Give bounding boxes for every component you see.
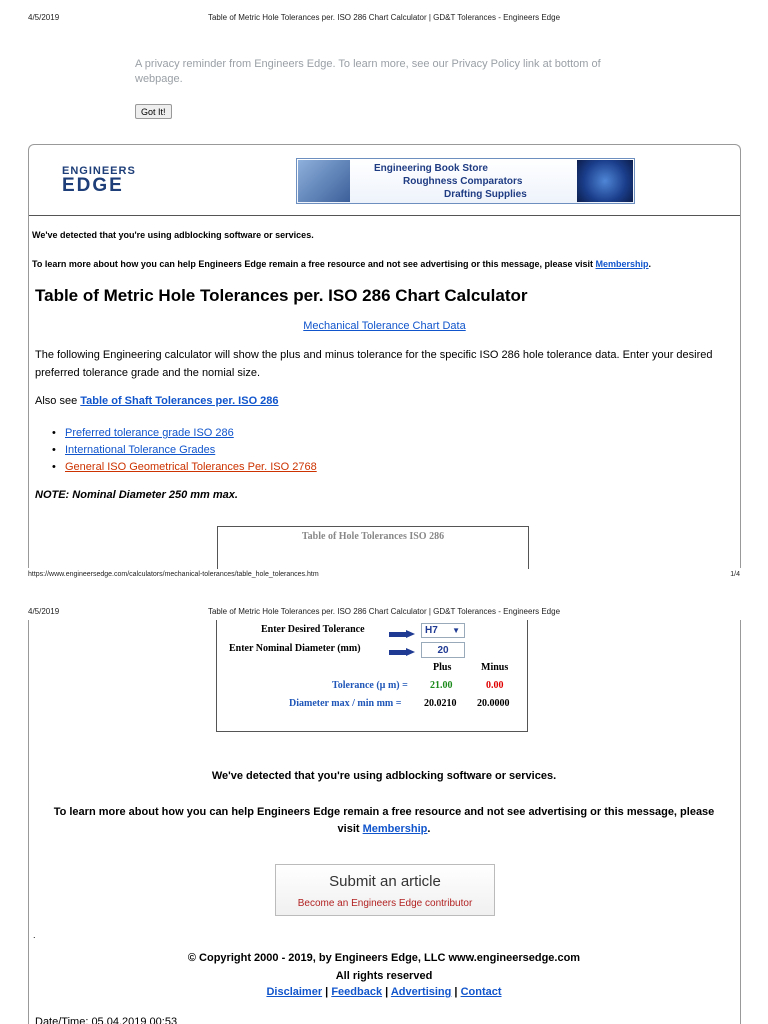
adblock-detected-text: We've detected that you're using adblocking software or services. [32, 230, 314, 240]
period: . [648, 259, 652, 269]
globe-image-icon [577, 160, 633, 202]
datetime-text: Date/Time: 05.04.2019 00:53 [35, 1016, 178, 1024]
calculator-box [216, 620, 528, 732]
mechanical-tolerance-chart-link[interactable]: Mechanical Tolerance Chart Data [303, 320, 466, 332]
preferred-tolerance-link[interactable]: Preferred tolerance grade ISO 286 [65, 427, 234, 439]
contact-link[interactable]: Contact [460, 986, 502, 998]
disclaimer-link[interactable]: Disclaimer [266, 986, 323, 998]
print-url: https://www.engineersedge.com/calculators/mechanical-tolerances/table_hole_tolerances.htm [28, 571, 319, 578]
period: . [427, 823, 431, 835]
page-title: Table of Metric Hole Tolerances per. ISO 286 Chart Calculator [35, 286, 528, 305]
submit-article-subtitle: Become an Engineers Edge contributor [297, 898, 473, 909]
col-minus-header: Minus [481, 662, 509, 673]
gear-image-icon [298, 160, 350, 202]
banner-line-books: Engineering Book Store [374, 163, 488, 174]
print-title: Table of Metric Hole Tolerances per. ISO 286 Chart Calculator | GD&T Tolerances - Engineers Edge [207, 13, 561, 22]
banner-line-drafting: Drafting Supplies [444, 189, 527, 200]
diameter-label: Enter Nominal Diameter (mm) [229, 643, 361, 654]
adblock-learn-prefix: To learn more about how you can help Engineers Edge remain a free resource and not see advertising or this message, please visit [32, 259, 594, 269]
advertising-link[interactable]: Advertising [390, 986, 452, 998]
intro-text: The following Engineering calculator will show the plus and minus tolerance for the specific ISO 286 hole tolerance data. Enter your desired preferred tolerance grade and the nomial size. [35, 349, 713, 379]
banner-line-roughness: Roughness Comparators [403, 176, 523, 187]
engineers-edge-logo[interactable] [62, 165, 162, 195]
also-see [35, 395, 279, 407]
page-frame [28, 144, 741, 568]
logo-line2: EDGE [62, 175, 124, 196]
diameter-result-label: Diameter max / min mm = [289, 698, 402, 709]
feedback-link[interactable]: Feedback [331, 986, 383, 998]
diameter-min-value: 20.0000 [477, 698, 510, 709]
adblock-learn-line1: To learn more about how you can help Engineers Edge remain a free resource and not see advertising or this message, please [53, 806, 715, 818]
col-plus-header: Plus [433, 662, 452, 673]
tolerance-select-value: H7 [425, 625, 438, 636]
adblock-detected-text-2: We've detected that you're using adblocking software or services. [211, 770, 557, 782]
print-header [0, 13, 768, 27]
footer-links: Disclaimer | Feedback | Advertising | Contact [266, 986, 502, 998]
calculator-box-top [217, 526, 529, 569]
print-date: 4/5/2019 [28, 607, 60, 616]
separator-dot: . [33, 930, 36, 940]
site-header [29, 145, 740, 216]
print-date: 4/5/2019 [28, 13, 60, 22]
submit-article-title: Submit an article [329, 873, 441, 890]
general-iso-tolerances-link[interactable]: General ISO Geometrical Tolerances Per. ISO 2768 [65, 461, 317, 473]
international-tolerance-grades-link[interactable]: International Tolerance Grades [65, 444, 216, 456]
tolerance-plus-value: 21.00 [430, 680, 453, 691]
list-item [65, 425, 317, 442]
list-item [65, 459, 317, 476]
print-title: Table of Metric Hole Tolerances per. ISO 286 Chart Calculator | GD&T Tolerances - Engineers Edge [207, 607, 561, 616]
adblock-learn-line2: visit [337, 823, 360, 835]
got-it-button[interactable]: Got It! [135, 104, 172, 119]
rights-text: All rights reserved [335, 970, 433, 982]
chevron-down-icon: ▼ [452, 626, 460, 635]
also-see-prefix: Also see [35, 395, 78, 407]
tolerance-label: Enter Desired Tolerance [261, 624, 365, 635]
related-links-list [65, 425, 317, 476]
print-page-number: 1/4 [730, 571, 740, 578]
tolerance-select[interactable] [421, 623, 465, 638]
submit-article-button[interactable] [275, 864, 495, 916]
adblock-learn-text [32, 259, 651, 269]
store-banner[interactable] [296, 158, 635, 204]
privacy-reminder: A privacy reminder from Engineers Edge. To learn more, see our Privacy Policy link at bottom of webpage. [135, 58, 601, 85]
copyright-text: © Copyright 2000 - 2019, by Engineers Edge, LLC www.engineersedge.com [187, 952, 581, 964]
print-header-page2 [0, 607, 768, 621]
diameter-input[interactable]: 20 [421, 642, 465, 658]
shaft-tolerances-link[interactable]: Table of Shaft Tolerances per. ISO 286 [80, 395, 279, 407]
tolerance-result-label: Tolerance (µ m) = [332, 680, 408, 691]
membership-link[interactable]: Membership [362, 823, 428, 835]
note-text: NOTE: Nominal Diameter 250 mm max. [35, 489, 238, 501]
membership-link[interactable]: Membership [595, 259, 649, 269]
list-item [65, 442, 317, 459]
calculator-title: Table of Hole Tolerances ISO 286 [301, 531, 445, 542]
arrow-right-icon [389, 648, 415, 657]
tolerance-minus-value: 0.00 [486, 680, 504, 691]
arrow-right-icon [389, 630, 415, 639]
logo-line1: ENGINEERS [62, 165, 136, 177]
adblock-learn-text-2 [0, 804, 768, 838]
diameter-max-value: 20.0210 [424, 698, 457, 709]
